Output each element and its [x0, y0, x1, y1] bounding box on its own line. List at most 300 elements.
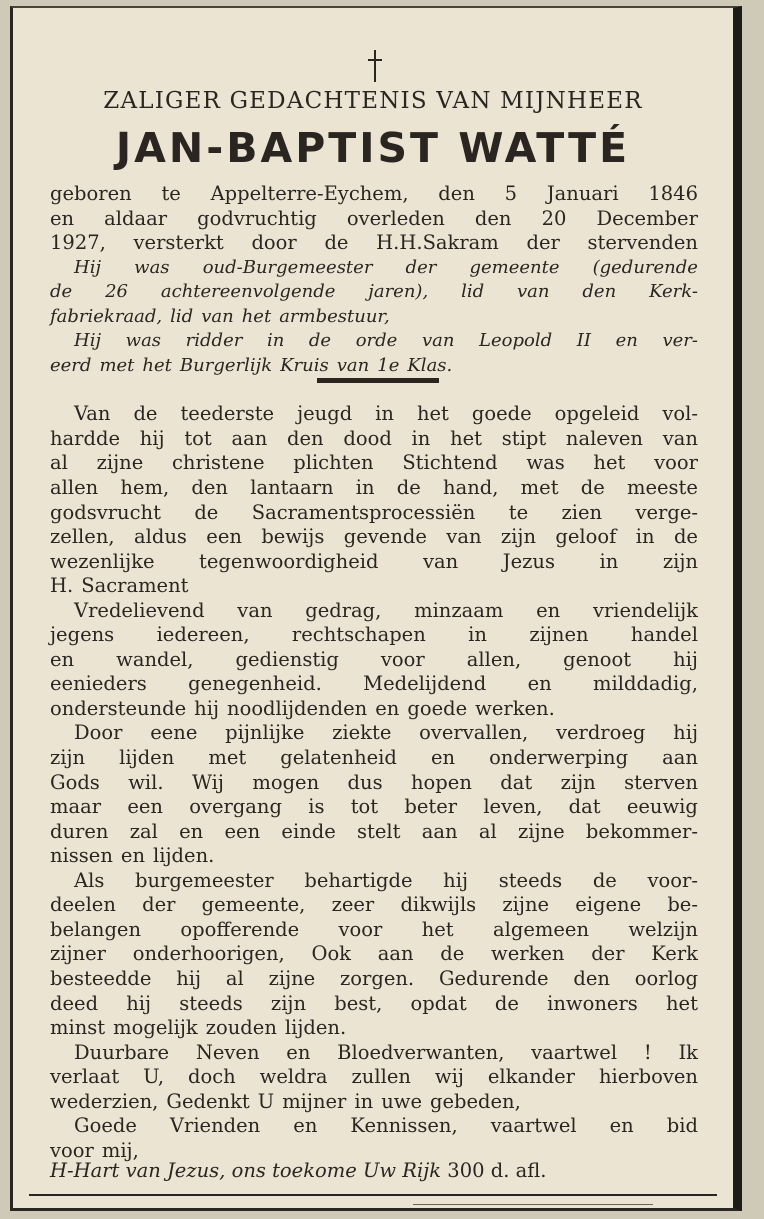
text-line — [50, 869, 698, 894]
word: den — [287, 426, 324, 450]
word: hij — [139, 426, 165, 450]
word: geloof — [555, 525, 617, 549]
word: zijn — [560, 770, 596, 794]
word: tot — [184, 426, 212, 450]
word: oud-Burgemeester — [202, 256, 373, 278]
word: pijnlijke — [225, 721, 305, 745]
word: Kruis — [280, 354, 329, 376]
word: Goede — [74, 1114, 137, 1138]
word: steeds — [179, 991, 243, 1015]
word: dikwijls — [400, 893, 477, 917]
word: van — [662, 426, 698, 450]
word: opgeleid — [554, 402, 640, 426]
word: mogen — [252, 770, 320, 794]
text-line — [50, 550, 698, 575]
word: zijnen — [529, 623, 589, 647]
word: in — [355, 476, 375, 500]
word: Gods — [50, 770, 100, 794]
text-line — [50, 1016, 698, 1041]
word: lijden. — [284, 1016, 347, 1040]
word: Gedurende — [438, 966, 549, 990]
word: in — [266, 330, 285, 352]
word: goede — [407, 696, 468, 720]
word: zijn — [662, 549, 698, 573]
word: zien — [561, 500, 603, 524]
word: belangen — [50, 917, 142, 941]
word: van — [421, 330, 455, 352]
word: vaartwel — [531, 1040, 618, 1064]
word: zorgen. — [340, 966, 415, 990]
text-line — [50, 721, 698, 746]
word: en — [286, 1040, 311, 1064]
word: tot — [350, 795, 379, 819]
text-line — [50, 795, 698, 820]
word: overvallen, — [419, 721, 529, 745]
word: en — [536, 598, 561, 622]
word: eene — [150, 721, 198, 745]
word: zijne — [502, 893, 550, 917]
word: hij — [176, 966, 202, 990]
word: al — [225, 966, 244, 990]
word: en — [120, 844, 146, 868]
word: Leopold — [479, 330, 553, 352]
text-line — [50, 256, 698, 281]
card-heading: ZALIGER GEDACHTENIS VAN MIJNHEER — [103, 88, 643, 114]
word: deelen — [50, 893, 116, 917]
word: inwoners — [547, 991, 638, 1015]
word: was — [526, 451, 565, 475]
word: een — [224, 819, 261, 843]
word: zijne — [518, 819, 565, 843]
word: lid — [461, 281, 485, 303]
word: hierboven — [598, 1065, 698, 1089]
word: hopen — [411, 770, 472, 794]
word: zouden — [205, 1016, 277, 1040]
word: was — [125, 330, 162, 352]
word: weldra — [259, 1065, 328, 1089]
word: verge- — [635, 500, 698, 524]
word: het — [241, 305, 272, 327]
word: tegenwoordigheid — [199, 549, 379, 573]
word: met — [520, 476, 559, 500]
word: wij — [434, 1065, 464, 1089]
word: stipt — [501, 426, 547, 450]
word: Sacrament — [81, 574, 189, 598]
word: December — [596, 206, 698, 230]
word: het — [666, 991, 698, 1015]
word: christene — [171, 451, 265, 475]
word: zijne — [96, 451, 144, 475]
word: geboren — [50, 182, 132, 205]
word: meeste — [626, 476, 698, 500]
text-line — [50, 844, 698, 869]
word: eeuwig — [626, 795, 698, 819]
word: onderwerping — [489, 746, 629, 770]
word: lijden. — [153, 844, 215, 868]
word: het — [416, 402, 449, 426]
word: Ook — [311, 942, 351, 966]
word: van — [237, 598, 273, 622]
word: de — [324, 231, 349, 255]
word: oorlog — [634, 966, 698, 990]
word: der — [591, 942, 625, 966]
word: voor — [338, 917, 383, 941]
text-line — [50, 476, 698, 501]
word: Sacramentsprocessiën — [251, 500, 476, 524]
word: der — [405, 256, 437, 278]
word: zijn — [270, 991, 307, 1015]
word: 1e — [377, 354, 400, 376]
word: de — [592, 868, 617, 892]
word: elkander — [487, 1065, 575, 1089]
word: en — [179, 819, 204, 843]
word: opdat — [410, 991, 467, 1015]
text-line — [50, 1065, 698, 1090]
word: van — [517, 281, 550, 303]
word: hij — [126, 991, 152, 1015]
word: gevende — [343, 525, 427, 549]
word: zijn — [50, 746, 86, 770]
word: dat — [568, 795, 601, 819]
word: hij — [673, 647, 698, 671]
word: Neven — [195, 1040, 260, 1064]
word: orde — [355, 330, 398, 352]
word: vaartwel — [490, 1114, 577, 1138]
closing-invocation: H-Hart van Jezus, ons toekome Uw Rijk — [50, 1159, 442, 1182]
word: voor — [50, 1138, 94, 1162]
text-line — [50, 1114, 698, 1139]
word: ver- — [662, 330, 698, 352]
word: nissen — [50, 844, 113, 868]
word: zullen — [351, 1065, 411, 1089]
word: stelt — [357, 819, 401, 843]
word: ridder — [185, 330, 243, 352]
word: Stichtend — [402, 451, 498, 475]
bottom-rule — [29, 1194, 717, 1196]
text-line — [50, 820, 698, 845]
word: den — [191, 476, 228, 500]
word: Wij — [191, 770, 224, 794]
word: het — [142, 354, 172, 376]
word: duren — [50, 819, 109, 843]
cross-icon — [365, 48, 385, 84]
word: dus — [347, 770, 383, 794]
word: minzaam — [414, 598, 504, 622]
word: Duurbare — [74, 1040, 170, 1064]
word: Jezus — [502, 549, 555, 573]
word: maar — [50, 795, 102, 819]
word: aan — [421, 819, 458, 843]
text-line — [50, 623, 698, 648]
word: godvruchtig — [197, 206, 317, 230]
word: verlaat — [50, 1065, 120, 1089]
word: een — [127, 795, 163, 819]
word: (gedurende — [592, 256, 698, 278]
word: zijne — [268, 966, 316, 990]
text-line — [50, 305, 698, 330]
word: allen, — [466, 647, 522, 671]
word: door — [251, 231, 297, 255]
word: eigene — [575, 893, 642, 917]
word: lid — [170, 305, 194, 327]
word: zijner — [50, 942, 106, 966]
word: Gedenkt — [166, 1089, 250, 1113]
word: zellen, — [50, 525, 115, 549]
word: en — [375, 696, 400, 720]
word: gedrag, — [305, 598, 382, 622]
word: U, — [143, 1065, 165, 1089]
text-line — [50, 672, 698, 697]
word: een — [206, 525, 242, 549]
word: steeds — [498, 868, 563, 892]
text-line — [50, 697, 698, 722]
word: hij — [673, 721, 698, 745]
word: den — [573, 966, 610, 990]
word: opofferende — [180, 917, 300, 941]
word: burgemeester — [135, 868, 274, 892]
text-line — [50, 771, 698, 796]
word: was — [134, 256, 170, 278]
word: lantaarn — [250, 476, 334, 500]
word: minst — [50, 1016, 106, 1040]
word: Kerk- — [649, 281, 698, 303]
word: jeugd — [297, 402, 353, 426]
word: het — [593, 451, 626, 475]
word: verdroeg — [555, 721, 646, 745]
memorial-card — [10, 6, 742, 1211]
word: de — [194, 500, 219, 524]
word: stervenden — [587, 231, 698, 255]
word: mijner — [282, 1089, 347, 1113]
text-line — [50, 942, 698, 967]
word: Vredelievend — [74, 598, 205, 622]
word: aan — [662, 746, 698, 770]
text-line — [50, 182, 698, 207]
word: bewijs — [261, 525, 325, 549]
word: Medelijdend — [363, 672, 487, 696]
text-line — [50, 525, 698, 550]
word: 20 — [541, 206, 567, 230]
word: aan — [377, 942, 414, 966]
card-text — [50, 182, 698, 1163]
word: allen — [50, 476, 99, 500]
word: 1846 — [648, 182, 698, 205]
word: overgang — [189, 795, 282, 819]
word: jegens — [50, 623, 115, 647]
word: gemeente, — [201, 893, 306, 917]
word: godsvrucht — [50, 500, 161, 524]
indulgence-note: 300 d. afl. — [447, 1159, 547, 1182]
word: de — [440, 942, 465, 966]
word: ziekte — [332, 721, 392, 745]
separator — [50, 378, 698, 402]
word: in — [354, 1089, 374, 1113]
word: plichten — [293, 451, 374, 475]
word: overleden — [346, 206, 445, 230]
word: in — [375, 402, 394, 426]
word: aldaar — [104, 206, 168, 230]
word: Door — [74, 721, 123, 745]
word: 26 — [105, 281, 128, 303]
word: den — [474, 206, 512, 230]
word: genoot — [563, 647, 632, 671]
word: den — [438, 182, 475, 205]
word: Als — [74, 868, 105, 892]
word: en — [430, 746, 456, 770]
word: vriendelijk — [592, 598, 698, 622]
word: jaren), — [368, 281, 429, 303]
word: Van — [74, 402, 111, 426]
word: armbestuur, — [279, 305, 390, 327]
word: en — [609, 1114, 634, 1138]
text-line — [50, 648, 698, 673]
word: voor — [654, 451, 698, 475]
word: al — [478, 819, 497, 843]
word: van — [336, 354, 370, 376]
word: wederzien, — [50, 1089, 159, 1113]
word: Kerk — [651, 942, 698, 966]
word: hem, — [120, 476, 170, 500]
eulogy-paragraphs — [50, 402, 698, 1163]
word: al — [50, 451, 68, 475]
text-line — [50, 1090, 698, 1115]
word: hand, — [443, 476, 499, 500]
deceased-name: JAN-BAPTIST WATTÉ — [115, 124, 631, 172]
text-line — [50, 746, 698, 771]
text-line — [50, 599, 698, 624]
word: mij, — [101, 1138, 139, 1162]
word: van — [446, 525, 482, 549]
word: in — [411, 426, 431, 450]
word: den — [582, 281, 617, 303]
word: hij — [194, 696, 220, 720]
word: de — [580, 476, 605, 500]
word: beter — [404, 795, 458, 819]
word: Klas. — [407, 354, 453, 376]
word: zal — [129, 819, 158, 843]
word: en — [527, 672, 552, 696]
word: U — [257, 1089, 275, 1113]
word: en — [50, 647, 75, 671]
word: dat — [500, 770, 533, 794]
word: best, — [334, 991, 383, 1015]
word: wil. — [128, 770, 164, 794]
word: lijden — [119, 746, 175, 770]
word: hardde — [50, 426, 121, 450]
word: achtereenvolgende — [160, 281, 336, 303]
word: 1927, — [50, 231, 106, 255]
word: deed — [50, 991, 99, 1015]
text-line — [50, 992, 698, 1017]
word: Hij — [74, 256, 102, 278]
word: zijn — [500, 525, 537, 549]
text-line — [50, 574, 698, 599]
text-line — [50, 501, 698, 526]
word: be- — [667, 893, 698, 917]
word: goede — [471, 402, 532, 426]
word: ondersteunde — [50, 696, 187, 720]
word: van — [423, 549, 459, 573]
word: wezenlijke — [50, 549, 155, 573]
word: uwe — [381, 1089, 422, 1113]
word: noodlijdenden — [227, 696, 368, 720]
word: en — [615, 330, 638, 352]
word: der — [526, 231, 560, 255]
word: eenieders — [50, 672, 147, 696]
text-line — [50, 329, 698, 354]
word: H. — [50, 574, 74, 598]
word: te — [508, 500, 529, 524]
word: de — [133, 402, 158, 426]
word: Hij — [74, 330, 102, 352]
text-line — [50, 1041, 698, 1066]
text-line — [50, 967, 698, 992]
word: voor — [380, 647, 425, 671]
text-line — [50, 893, 698, 918]
word: doch — [187, 1065, 236, 1089]
word: aldus — [133, 525, 187, 549]
word: gemeente — [469, 256, 560, 278]
word: van — [201, 305, 234, 327]
word: het — [450, 426, 483, 450]
word: mogelijk — [113, 1016, 198, 1040]
word: zeer — [331, 893, 375, 917]
word: Appelterre-Eychem, — [210, 182, 409, 205]
word: genegenheid. — [188, 672, 322, 696]
word: in — [468, 623, 487, 647]
word: hij — [443, 868, 469, 892]
word: de — [50, 281, 73, 303]
word: H.H.Sakram — [376, 231, 499, 255]
word: Kennissen, — [350, 1114, 458, 1138]
word: wandel, — [116, 647, 194, 671]
word: dood — [343, 426, 392, 450]
word: en — [293, 1114, 318, 1138]
closing-prayer — [50, 1158, 698, 1184]
word: aan — [231, 426, 268, 450]
word: werken. — [475, 696, 555, 720]
word: is — [308, 795, 325, 819]
text-line — [50, 427, 698, 452]
word: behartigde — [304, 868, 413, 892]
word: Burgerlijk — [179, 354, 273, 376]
word: welzijn — [628, 917, 698, 941]
word: de — [494, 991, 519, 1015]
word: Januari — [546, 182, 619, 205]
word: naleven — [565, 426, 643, 450]
word: gebeden, — [429, 1089, 521, 1113]
word: teederste — [180, 402, 275, 426]
word: algemeen — [492, 917, 589, 941]
text-line — [50, 402, 698, 427]
word: onderhoorigen, — [132, 942, 285, 966]
cut-off-printer-line — [413, 1204, 653, 1211]
word: rechtschapen — [291, 623, 426, 647]
word: voor- — [647, 868, 698, 892]
text-line — [50, 918, 698, 943]
word: leven, — [483, 795, 543, 819]
word: milddadig, — [593, 672, 698, 696]
word: versterkt — [133, 231, 224, 255]
word: II — [576, 330, 591, 352]
word: werken — [491, 942, 565, 966]
bio-paragraphs — [50, 182, 698, 378]
word: Bloedverwanten, — [337, 1040, 505, 1064]
word: einde — [281, 819, 336, 843]
word: vol- — [662, 402, 698, 426]
word: der — [142, 893, 176, 917]
word: iedereen, — [156, 623, 250, 647]
